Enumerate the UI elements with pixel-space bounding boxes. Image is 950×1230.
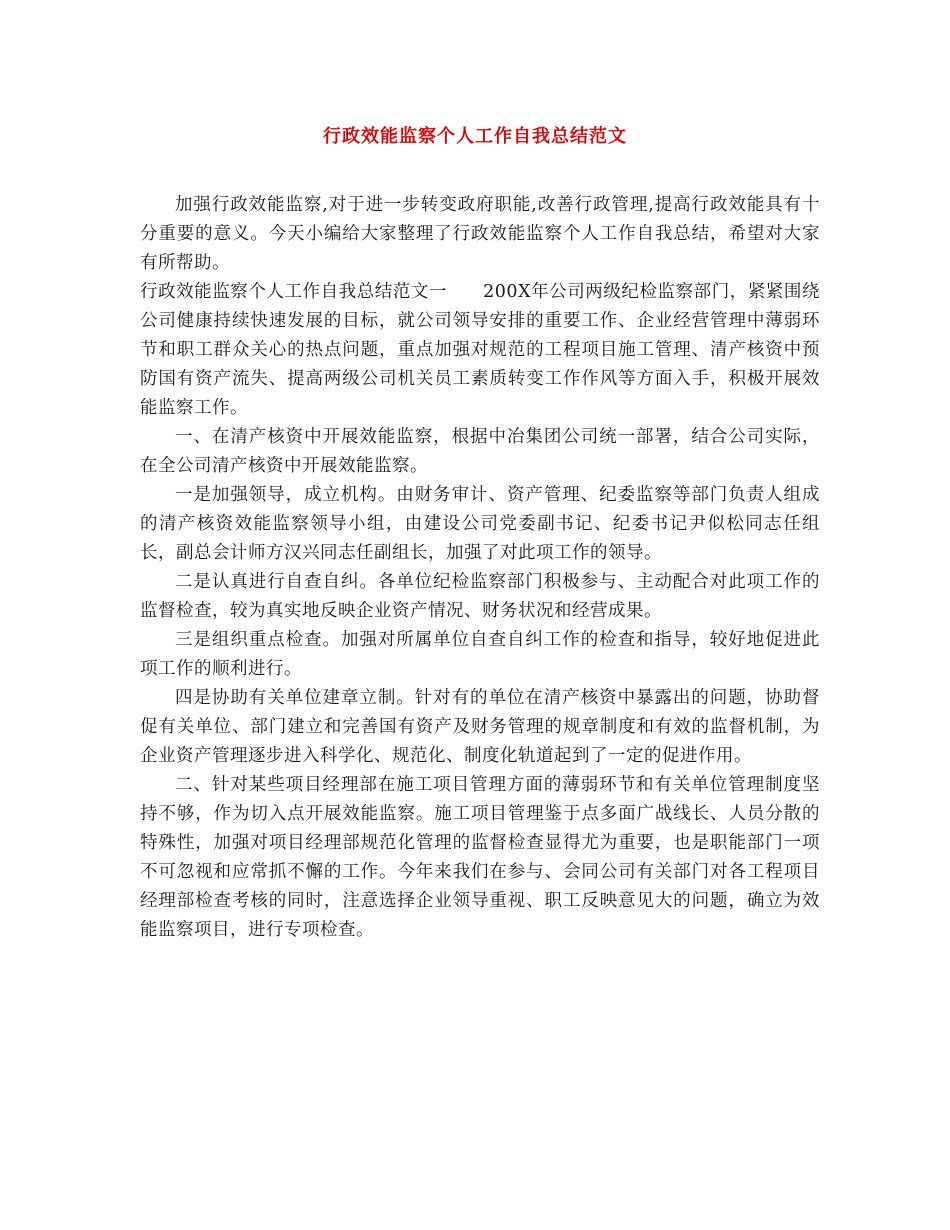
paragraph-point-four: 四是协助有关单位建章立制。针对有的单位在清产核资中暴露出的问题，协助督促有关单位、部门建立和完善国有资产及财务管理的规章制度和有效的监督机制，为企业资产管理逐步进入科学化、规范化、制度化轨道起到了一定的促进作用。	[140, 688, 820, 766]
paragraph-point-one: 一是加强领导，成立机构。由财务审计、资产管理、纪委监察等部门负责人组成的清产核资效能监察领导小组，由建设公司党委副书记、纪委书记尹似松同志任组长，副总会计师方汉兴同志任副组长，加强了对此项工作的领导。	[140, 485, 820, 563]
paragraph-sample-one: 行政效能监察个人工作自我总结范文一 200X年公司两级纪检监察部门，紧紧围绕公司健康持续快速发展的目标，就公司领导安排的重要工作、企业经营管理中薄弱环节和职工群众关心的热点问题，重点加强对规范的工程项目施工管理、清产核资中预防国有资产流失、提高两级公司机关员工素质转变工作作风等方面入手，积极开展效能监察工作。	[140, 282, 820, 418]
paragraph-section-two: 二、针对某些项目经理部在施工项目管理方面的薄弱环节和有关单位管理制度坚持不够，作为切入点开展效能监察。施工项目管理鉴于点多面广战线长、人员分散的特殊性，加强对项目经理部规范化管理的监督检查显得尤为重要，也是职能部门一项不可忽视和应常抓不懈的工作。今年来我们在参与、会同公司有关部门对各工程项目经理部检查考核的同时，注意选择企业领导重视、职工反映意见大的问题，确立为效能监察项目，进行专项检查。	[140, 775, 820, 940]
paragraph-intro: 加强行政效能监察,对于进一步转变政府职能,改善行政管理,提高行政效能具有十分重要的意义。今天小编给大家整理了行政效能监察个人工作自我总结，希望对大家有所帮助。	[140, 195, 820, 273]
paragraph-point-three: 三是组织重点检查。加强对所属单位自查自纠工作的检查和指导，较好地促进此项工作的顺利进行。	[140, 630, 820, 679]
paragraph-section-one: 一、在清产核资中开展效能监察，根据中冶集团公司统一部署，结合公司实际，在全公司清产核资中开展效能监察。	[140, 427, 820, 476]
document-body	[140, 191, 820, 945]
document-title: 行政效能监察个人工作自我总结范文	[323, 126, 627, 147]
paragraph-point-two: 二是认真进行自查自纠。各单位纪检监察部门积极参与、主动配合对此项工作的监督检查，较为真实地反映企业资产情况、财务状况和经营成果。	[140, 572, 820, 621]
